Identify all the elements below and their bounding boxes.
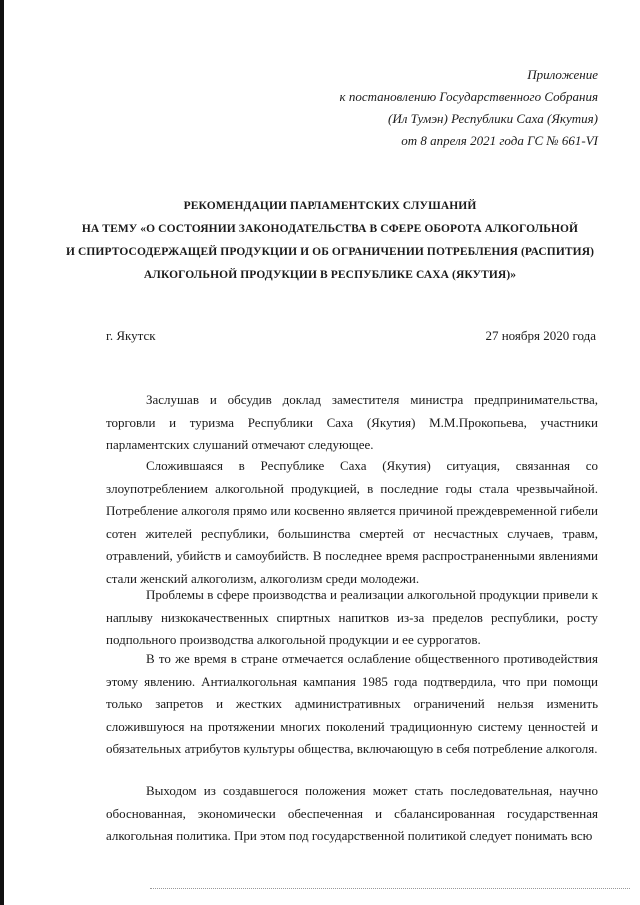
appendix-line: к постановлению Государственного Собрания — [339, 89, 598, 104]
title-line: РЕКОМЕНДАЦИИ ПАРЛАМЕНТСКИХ СЛУШАНИЙ — [183, 200, 477, 212]
body-paragraph-2 — [106, 455, 598, 590]
paragraph-text: Проблемы в сфере производства и реализации алкогольной продукции привели к наплыву низкокачественных спиртных напитков из-за пределов республики, росту подпольного производства алкогольной продукции и ее суррогатов. — [106, 587, 598, 647]
body-paragraph-4 — [106, 648, 598, 761]
body-paragraph-3 — [106, 584, 598, 652]
date-label: 27 ноября 2020 года — [485, 328, 596, 343]
scan-artifact-line — [150, 888, 630, 889]
appendix-line: от 8 апреля 2021 года ГС № 661-VI — [401, 133, 598, 148]
scan-edge-bar — [0, 0, 4, 905]
body-paragraph-1 — [106, 389, 598, 457]
place-label: г. Якутск — [106, 328, 156, 343]
body-paragraph-5 — [106, 780, 598, 848]
paragraph-text: В то же время в стране отмечается ослабление общественного противодействия этому явлению. Антиалкогольная кампания 1985 года подтвердила, что при помощи только запретов и жестких административных ограничений нельзя изменить сложившуюся на протяжении многих поколений традиционную систему ценностей и обязательных атрибутов культуры общества, включающую в себя потребление алкоголя. — [106, 651, 598, 756]
title-line: НА ТЕМУ «О СОСТОЯНИИ ЗАКОНОДАТЕЛЬСТВА В СФЕРЕ ОБОРОТА АЛКОГОЛЬНОЙ — [81, 223, 579, 235]
appendix-line: Приложение — [527, 67, 598, 82]
paragraph-text: Выходом из создавшегося положения может стать последовательная, научно обоснованная, экономически обеспеченная и сбалансированная государственная алкогольная политика. При этом под государственной политикой следует понимать всю — [106, 783, 598, 843]
appendix-line: (Ил Тумэн) Республики Саха (Якутия) — [388, 111, 598, 126]
appendix-header — [340, 64, 599, 152]
document-title — [60, 195, 600, 287]
title-line: АЛКОГОЛЬНОЙ ПРОДУКЦИИ В РЕСПУБЛИКЕ САХА (ЯКУТИЯ)» — [143, 269, 517, 281]
title-line: И СПИРТОСОДЕРЖАЩЕЙ ПРОДУКЦИИ И ОБ ОГРАНИЧЕНИИ ПОТРЕБЛЕНИЯ (РАСПИТИЯ) — [65, 246, 595, 258]
paragraph-text: Сложившаяся в Республике Саха (Якутия) ситуация, связанная со злоупотреблением алкогольной продукцией, в последние годы стала чрезвычайной. Потребление алкоголя прямо или косвенно является причиной преждевременной гибели сотен жителей республики, большинства смертей от несчастных случаев, травм, отравлений, убийств и самоубийств. В последнее время распространенными явлениями стали женский алкоголизм, алкоголизм среди молодежи. — [106, 458, 598, 586]
paragraph-text: Заслушав и обсудив доклад заместителя министра предпринимательства, торговли и туризма Республики Саха (Якутия) М.М.Прокопьева, участники парламентских слушаний отмечают следующее. — [106, 392, 598, 452]
